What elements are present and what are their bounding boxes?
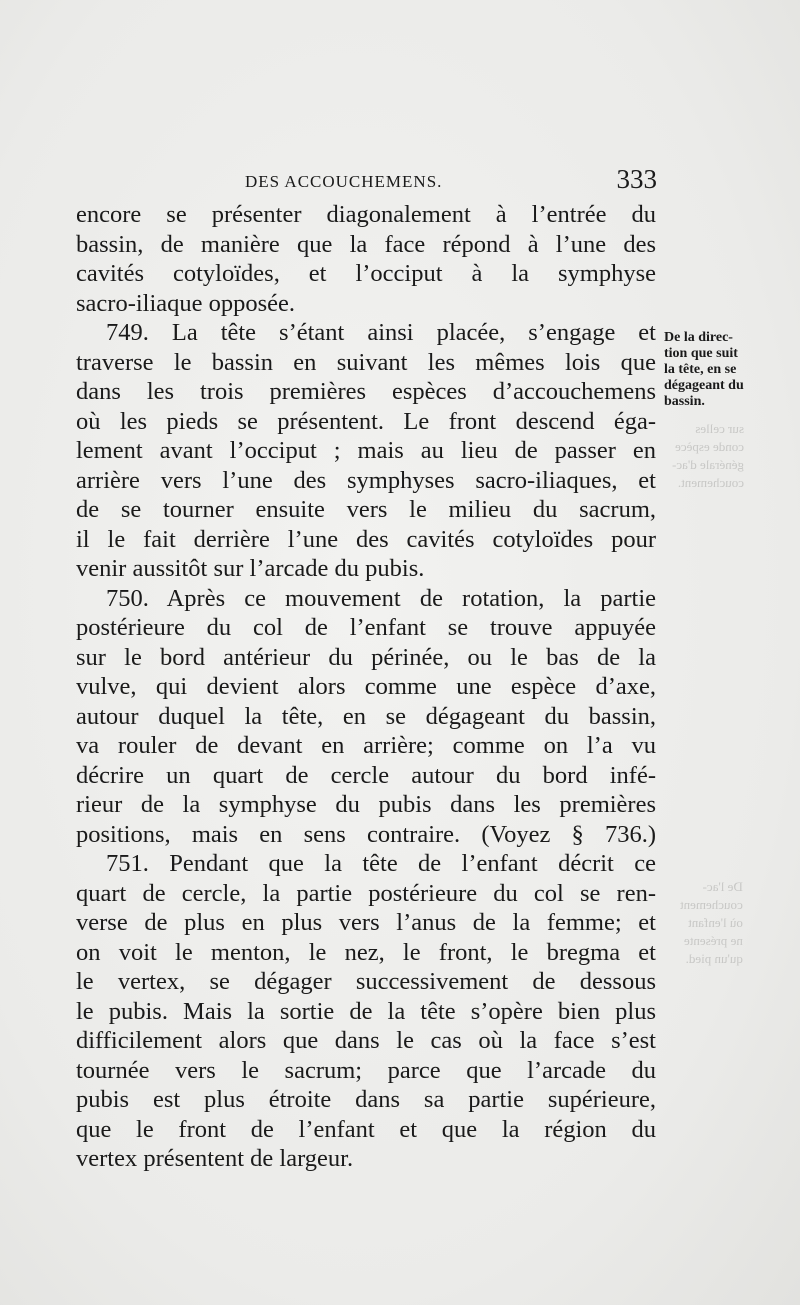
paragraph-751-start: 751. Pendant que la tête de l’enfant décrit ce <box>106 850 656 877</box>
text-line: vertex présentent de largeur. <box>76 1145 354 1172</box>
text-line: le vertex, se dégager successivement de dessous <box>76 968 656 995</box>
text-line: difficilement alors que dans le cas où la face s’est <box>76 1027 656 1054</box>
text-line: sur le bord antérieur du périnée, ou le bas de la <box>76 643 656 671</box>
margin-note-line: tion que suit <box>664 346 738 361</box>
text-line: postérieure du col de l’enfant se trouve appuyée <box>76 614 656 641</box>
text-line: de se tourner ensuite vers le milieu du sacrum, <box>76 496 656 523</box>
text-line: vulve, qui devient alors comme une espèce d’axe, <box>76 673 656 700</box>
text-line: tournée vers le sacrum; parce que l’arcade du <box>76 1056 656 1084</box>
text-line: bassin, de manière que la face répond à l’une des <box>76 230 656 258</box>
text-line: décrire un quart de cercle autour du bord infé- <box>76 761 656 789</box>
text-line: arrière vers l’une des symphyses sacro-iliaques, et <box>76 466 656 494</box>
paragraph-749-start: 749. La tête s’étant ainsi placée, s’engage et <box>106 319 656 346</box>
margin-note-line: bassin. <box>664 394 705 409</box>
text-line: encore se présenter diagonalement à l’entrée du <box>76 201 656 228</box>
text-line: où les pieds se présentent. Le front descend éga- <box>76 407 656 435</box>
margin-note <box>664 330 792 410</box>
text-line: on voit le menton, le nez, le front, le bregma et <box>76 938 656 966</box>
text-line: cavités cotyloïdes, et l’occiput à la symphyse <box>76 260 656 287</box>
text-line: autour duquel la tête, en se dégageant du bassin, <box>76 702 656 730</box>
running-head: DES ACCOUCHEMENS. <box>245 172 443 191</box>
text-line: venir aussitôt sur l’arcade du pubis. <box>76 555 425 582</box>
text-line: rieur de la symphyse du pubis dans les premières <box>76 791 656 818</box>
margin-note-line: De la direc- <box>664 330 733 345</box>
text-line: il le fait derrière l’une des cavités cotyloïdes pour <box>76 525 656 553</box>
bleed-through-text-bottom: De l'ac- couchement où l'enfant ne présente qu'un pied. <box>680 879 743 966</box>
paragraph-750-start: 750. Après ce mouvement de rotation, la partie <box>106 584 656 612</box>
bleed-through-text-top: sur celles conde espèce générale d'ac- couchement. <box>672 421 744 490</box>
page-number: 333 <box>616 164 657 194</box>
text-line: sacro-iliaque opposée. <box>76 289 296 317</box>
text-line: quart de cercle, la partie postérieure du col se ren- <box>76 879 656 907</box>
text-line: le pubis. Mais la sortie de la tête s’opère bien plus <box>76 997 656 1025</box>
text-line: verse de plus en plus vers l’anus de la femme; et <box>76 909 656 936</box>
text-line: que le front de l’enfant et que la région du <box>76 1115 656 1143</box>
body-text <box>76 200 656 1174</box>
text-line: va rouler de devant en arrière; comme on l’a vu <box>76 732 656 759</box>
page-header <box>245 164 657 198</box>
text-line: dans les trois premières espèces d’accouchemens <box>76 378 656 405</box>
margin-note-line: la tête, en se <box>664 362 737 377</box>
margin-note-line: dégageant du <box>664 378 744 393</box>
text-line: positions, mais en sens contraire. (Voyez § 736.) <box>76 820 656 848</box>
text-line: pubis est plus étroite dans sa partie supérieure, <box>76 1086 656 1113</box>
text-line: traverse le bassin en suivant les mêmes lois que <box>76 348 656 376</box>
text-line: lement avant l’occiput ; mais au lieu de passer en <box>76 437 656 464</box>
